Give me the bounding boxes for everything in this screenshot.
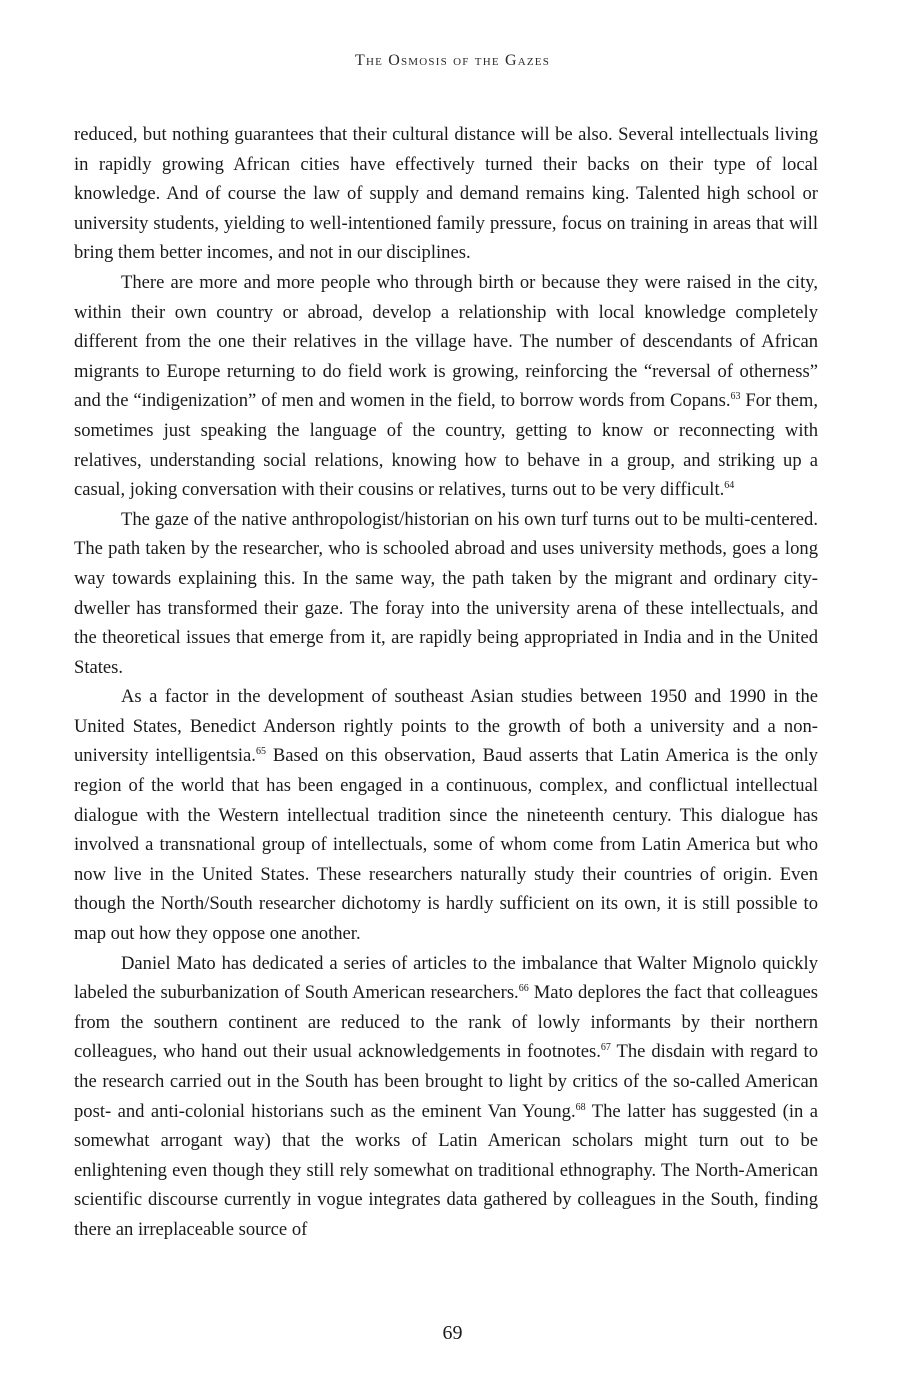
paragraph-5	[74, 949, 818, 1245]
text-run: There are more and more people who through birth or because they were raised in the city, within their own country or abroad, develop a relationship with local knowledge completely different from the one their relatives in the village have. The number of descendants of African migrants to Europe returning to do field work is growing, reinforcing the “reversal of otherness” and the “indigenization” of men and women in the field, to borrow words from Copans.	[74, 271, 818, 412]
footnote-ref-66[interactable]: 66	[518, 983, 529, 995]
text-run: reduced, but nothing guarantees that their cultural distance will be also. Several intellectuals living in rapidly growing African cities have effectively turned their backs on their type of local knowledge. And of course the law of supply and demand remains king. Talented high school or university students, yielding to well-intentioned family pressure, focus on training in areas that will bring them better incomes, and not in our disciplines.	[74, 124, 818, 264]
text-run: For them, sometimes just speaking the language of the country, getting to know or reconnecting with relatives, understanding social relations, knowing how to behave in a group, and striking up a casual, joking conversation with their cousins or relatives, turns out to be very difficult.	[74, 390, 818, 501]
footnote-ref-63[interactable]: 63	[730, 391, 741, 403]
footnote-ref-68[interactable]: 68	[575, 1101, 586, 1113]
page-number: 69	[442, 1322, 463, 1344]
text-run: As a factor in the development of southeast Asian studies between 1950 and 1990 in the United States, Benedict Anderson rightly points to the growth of both a university and a non-university intelligentsia.	[74, 686, 818, 767]
body-text	[74, 120, 818, 1245]
footnote-ref-67[interactable]: 67	[600, 1042, 611, 1054]
footnote-ref-64[interactable]: 64	[724, 480, 735, 492]
footnote-ref-65[interactable]: 65	[255, 746, 266, 758]
text-run: The disdain with regard to the research carried out in the South has been brought to light by critics of the so-called American post- and anti-colonial historians such as the eminent Van Young.	[74, 1041, 818, 1122]
paragraph-1	[74, 120, 818, 268]
paragraph-2	[74, 268, 818, 505]
paragraph-3	[74, 505, 818, 683]
paragraph-4	[74, 682, 818, 948]
text-run: Daniel Mato has dedicated a series of articles to the imbalance that Walter Mignolo quickly labeled the suburbanization of South American researchers.	[74, 952, 818, 1004]
running-head: The Osmosis of the Gazes	[354, 52, 551, 69]
text-run: The gaze of the native anthropologist/historian on his own turf turns out to be multi-centered. The path taken by the researcher, who is schooled abroad and uses university methods, goes a long way towards explaining this. In the same way, the path taken by the migrant and ordinary city-dweller has transformed their gaze. The foray into the university arena of these intellectuals, and the theoretical issues that emerge from it, are rapidly being appropriated in India and in the United States.	[74, 508, 818, 678]
text-run: The latter has suggested (in a somewhat arrogant way) that the works of Latin American scholars might turn out to be enlightening even though they still rely somewhat on traditional ethnography. The North-American scientific discourse currently in vogue integrates data gathered by colleagues in the South, finding there an irreplaceable source of	[74, 1100, 818, 1240]
text-run: Based on this observation, Baud asserts that Latin America is the only region of the world that has been engaged in a continuous, complex, and conflictual intellectual dialogue with the Western intellectual tradition since the nineteenth century. This dialogue has involved a transnational group of intellectuals, some of whom come from Latin America but who now live in the United States. These researchers naturally study their countries of origin. Even though the North/South researcher dichotomy is hardly sufficient on its own, it is still possible to map out how they oppose one another.	[74, 745, 818, 945]
text-run: Mato deplores the fact that colleagues from the southern continent are reduced to the rank of lowly informants by their northern colleagues, who hand out their usual acknowledgements in footnotes.	[74, 982, 818, 1063]
